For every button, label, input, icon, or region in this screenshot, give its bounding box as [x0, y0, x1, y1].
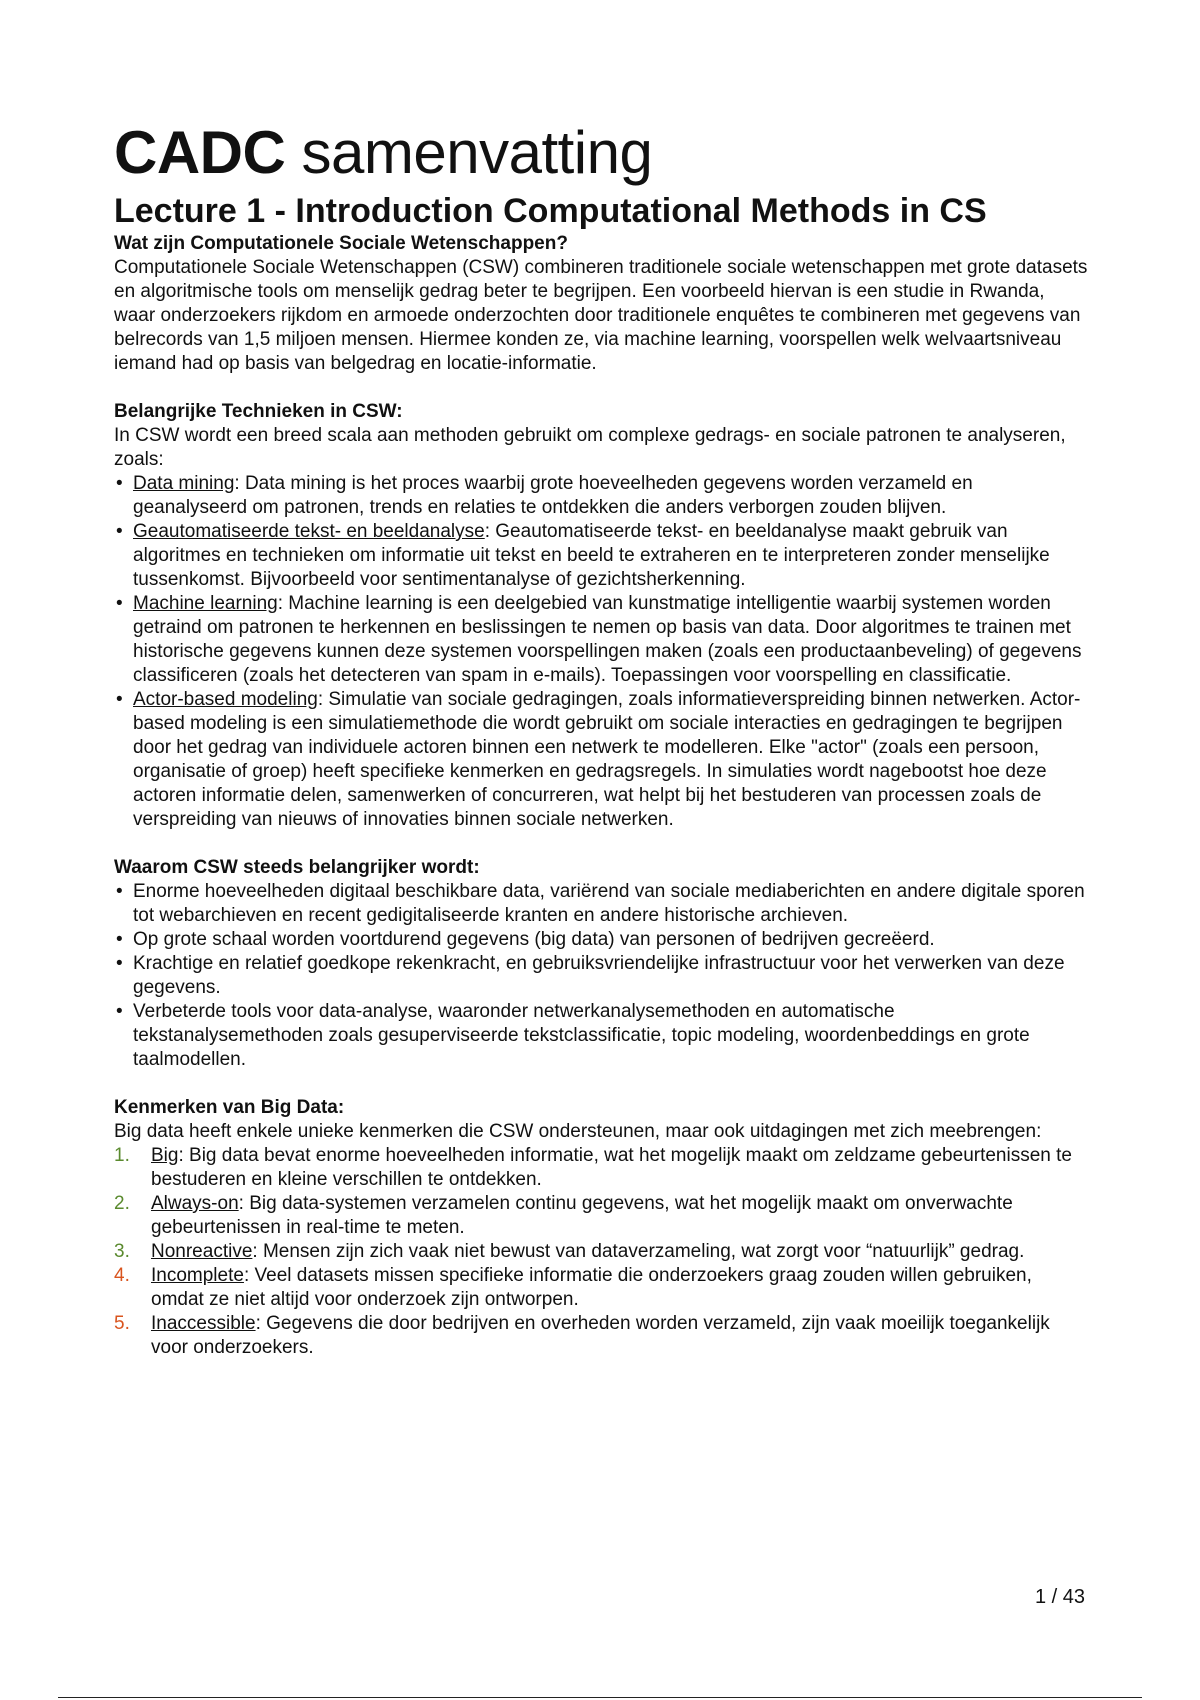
lecture-title: Lecture 1 - Introduction Computational Methods in CS	[114, 192, 987, 230]
term: Machine learning	[133, 593, 278, 614]
list-item: • Verbeterde tools voor data-analyse, waaronder netwerkanalysemethoden en automatische tekstanalysemethoden zoals gesuperviseerde tekstclassificatie, topic modeling, woordenbeddings en grote taalmodellen.	[114, 1000, 1089, 1072]
techniques-list	[114, 472, 1089, 832]
list-number: 4.	[114, 1265, 130, 1286]
list-item: • Geautomatiseerde tekst- en beeldanalyse: Geautomatiseerde tekst- en beeldanalyse maakt gebruik van algoritmes en technieken om informatie uit tekst en beeld te extraheren en te interpreteren zonder menselijke tussenkomst. Bijvoorbeeld voor sentimentanalyse of gezichtsherkenning.	[114, 520, 1089, 592]
document-title-bold: CADC	[114, 119, 286, 186]
section-heading-big-data: Kenmerken van Big Data:	[114, 1097, 345, 1118]
term: Inaccessible	[151, 1313, 256, 1334]
list-item: • Enorme hoeveelheden digitaal beschikbare data, variërend van sociale mediaberichten en andere digitale sporen tot webarchieven en recent gedigitaliseerde kranten en andere historische archieven.	[114, 880, 1089, 928]
list-item: 5. Inaccessible: Gegevens die door bedrijven en overheden worden verzameld, zijn vaak moeilijk toegankelijk voor onderzoekers.	[114, 1313, 1050, 1358]
list-item: • Actor-based modeling: Simulatie van sociale gedragingen, zoals informatieverspreiding binnen netwerken. Actor-based modeling is een simulatiemethode die wordt gebruikt om sociale interacties en gedragingen te begrijpen door het gedrag van individuele actoren binnen een netwerk te modelleren. Elke "actor" (zoals een persoon, organisatie of groep) heeft specifieke kenmerken en gedragsregels. In simulaties wordt nagebootst hoe deze actoren informatie delen, samenwerken of concurreren, wat helpt bij het bestuderen van processen zoals de verspreiding van nieuws of innovaties binnen sociale netwerken.	[114, 688, 1089, 832]
page-number: 1 / 43	[1034, 1586, 1085, 1608]
term: Data mining	[133, 473, 235, 494]
section-heading-techniques: Belangrijke Technieken in CSW:	[114, 401, 403, 422]
big-data-list	[114, 1144, 1089, 1360]
list-item: 1. Big: Big data bevat enorme hoeveelheden informatie, wat het mogelijk maakt om zeldzame gebeurtenissen te bestuderen en kleine verschillen te ontdekken.	[114, 1145, 1072, 1190]
term: Actor-based modeling	[133, 689, 318, 710]
term: Big	[151, 1145, 179, 1166]
list-number: 3.	[114, 1241, 130, 1262]
page-divider	[58, 1697, 1142, 1698]
list-item: • Krachtige en relatief goedkope rekenkracht, en gebruiksvriendelijke infrastructuur voor het verwerken van deze gegevens.	[114, 952, 1089, 1000]
term: Always-on	[151, 1193, 239, 1214]
big-data-intro: Big data heeft enkele unieke kenmerken die CSW ondersteunen, maar ook uitdagingen met zich meebrengen:	[114, 1121, 1042, 1142]
term: Nonreactive	[151, 1241, 253, 1262]
section-heading-intro: Wat zijn Computationele Sociale Wetenschappen?	[114, 233, 568, 254]
list-item: • Machine learning: Machine learning is een deelgebied van kunstmatige intelligentie waarbij systemen worden getraind om patronen te herkennen en beslissingen te nemen op basis van data. Door algoritmes te trainen met historische gegevens kunnen deze systemen voorspellingen maken (zoals een productaanbeveling) of gegevens classificeren (zoals het detecteren van spam in e-mails). Toepassingen voor voorspelling en classificatie.	[114, 592, 1089, 688]
section-intro-body: Computationele Sociale Wetenschappen (CSW) combineren traditionele sociale wetenschappen met grote datasets en algoritmische tools om menselijk gedrag beter te begrijpen. Een voorbeeld hiervan is een studie in Rwanda, waar onderzoekers rijkdom en armoede onderzochten door traditionele enquêtes te combineren met gegevens van belrecords van 1,5 miljoen mensen. Hiermee konden ze, via machine learning, voorspellen welk welvaartsniveau iemand had op basis van belgedrag en locatie-informatie.	[114, 257, 1088, 374]
document-page	[114, 118, 1089, 1360]
techniques-intro: In CSW wordt een breed scala aan methoden gebruikt om complexe gedrags- en sociale patronen te analyseren, zoals:	[114, 425, 1066, 470]
list-number: 2.	[114, 1193, 130, 1214]
term: Incomplete	[151, 1265, 244, 1286]
list-item: • Data mining: Data mining is het proces waarbij grote hoeveelheden gegevens worden verzameld en geanalyseerd om patronen, trends en relaties te ontdekken die anders verborgen zouden blijven.	[114, 472, 1089, 520]
list-item: 3. Nonreactive: Mensen zijn zich vaak niet bewust van dataverzameling, wat zorgt voor “natuurlijk” gedrag.	[114, 1241, 1025, 1262]
term: Geautomatiseerde tekst- en beeldanalyse	[133, 521, 485, 542]
list-number: 5.	[114, 1313, 130, 1334]
list-item: 2. Always-on: Big data-systemen verzamelen continu gegevens, wat het mogelijk maakt om onverwachte gebeurtenissen in real-time te meten.	[114, 1193, 1013, 1238]
importance-list	[114, 880, 1089, 1072]
document-title	[114, 118, 1089, 188]
list-item: • Op grote schaal worden voortdurend gegevens (big data) van personen of bedrijven gecreëerd.	[114, 928, 1089, 952]
list-item: 4. Incomplete: Veel datasets missen specifieke informatie die onderzoekers graag zouden willen gebruiken, omdat ze niet altijd voor onderzoek zijn ontworpen.	[114, 1265, 1032, 1310]
list-number: 1.	[114, 1145, 130, 1166]
document-title-rest: samenvatting	[285, 119, 653, 186]
section-heading-importance: Waarom CSW steeds belangrijker wordt:	[114, 857, 480, 878]
